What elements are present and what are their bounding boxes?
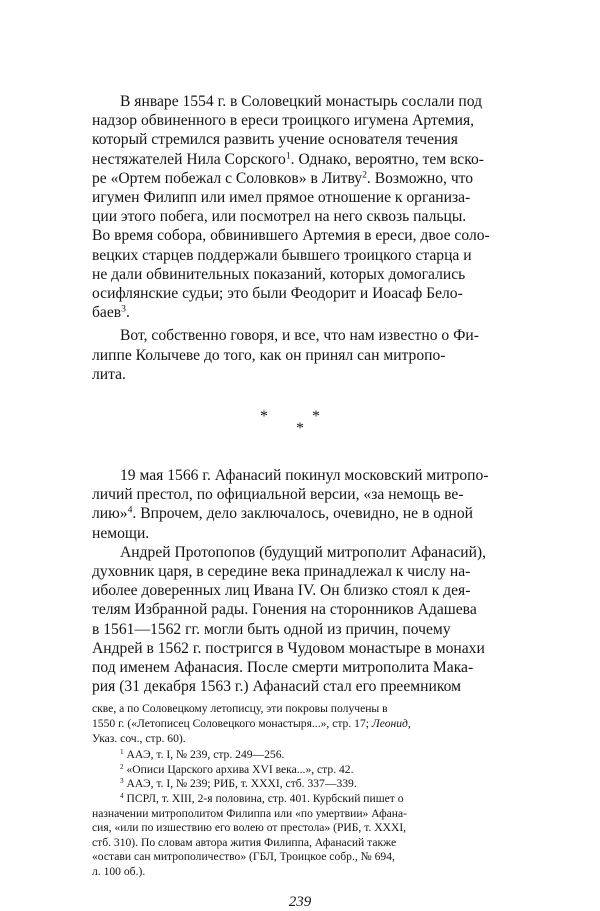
text-line: иболее доверенных лиц Ивана IV. Он близко стоял к дея-: [92, 582, 471, 600]
text-line: ре «Ортем побежал с Соловков» в Литву$^2$. Возможно, что: [92, 169, 474, 187]
text-line: не дали обвинительных показаний, которых домогались: [92, 265, 466, 283]
text-line: надзор обвиненного в ереси троицкого игумена Артемия,: [92, 112, 475, 130]
text-line: немощи.: [92, 524, 150, 542]
footnote-1: $^1$ ААЭ, т. I, № 239, стр. 249—256.: [120, 748, 285, 762]
footnote-ref: 4: [127, 505, 133, 517]
footnote-line: сия, «или по изшествию его волею от престола» (РИБ, т. XXXI,: [92, 821, 407, 835]
footnote-3: $^3$ ААЭ, т. I, № 239; РИБ, т. XXXI, стб. 337—339.: [120, 777, 357, 791]
footnote-4: $^4$ ПСРЛ, т. XIII, 2-я половина, стр. 401. Курбский пишет о: [120, 792, 404, 805]
text-line: лита.: [92, 365, 126, 383]
footnote-2: $^2$ «Описи Царского архива XVI века...», стр. 42.: [120, 762, 354, 776]
footnote-line: 1550 г. («Летописец Соловецкого монастыря...», стр. 17; Леонид,: [92, 717, 411, 730]
text-line: в 1561—1562 гг. могли быть одной из причин, почему: [92, 620, 451, 638]
text-line: Вот, собственно говоря, и все, что нам известно о Фи-: [120, 327, 479, 345]
footnote-ref: 1: [285, 150, 291, 162]
text-line: рия (31 декабря 1563 г.) Афанасий стал его преемником: [92, 678, 461, 696]
footnote-line: Указ. соч., стр. 60).: [92, 731, 186, 745]
text-line: баев$^3$.: [92, 303, 130, 322]
footnote-ref: 3: [121, 303, 126, 315]
text-line: духовник царя, в середине века принадлежал к числу на-: [92, 563, 471, 580]
text-line: В январе 1554 г. в Соловецкий монастырь сослали под: [120, 93, 483, 110]
section-separator: *: [296, 420, 304, 437]
text-line: под именем Афанасия. После смерти митрополита Мака-: [92, 659, 474, 676]
footnote-line: л. 100 об.).: [92, 865, 146, 878]
footnote-line: стб. 310). По словам автора жития Филиппа, Афанасий также: [92, 835, 397, 849]
text-line: лию»$^4$. Впрочем, дело заключалось, очевидно, не в одной: [92, 505, 474, 523]
footnote-line: назначении митрополитом Филиппа или «по умертвии» Афана-: [92, 806, 408, 820]
text-line: игумен Филипп или имел прямое отношение к организа-: [92, 189, 471, 206]
section-separator: * *: [260, 408, 340, 425]
footnote-ref: 2: [362, 169, 367, 181]
text-line: вецких старцев поддержали бывшего троицкого старца и: [92, 246, 472, 264]
text-line: липпе Колычеве до того, как он принял сан митропо-: [92, 346, 446, 364]
text-line: Андрей Протопопов (будущий митрополит Афанасий),: [120, 543, 487, 561]
text-line: телям Избранной рады. Гонения на сторонников Адашева: [92, 601, 477, 619]
text-line: Во время собора, обвинившего Артемия в ереси, двое соло-: [92, 227, 490, 245]
text-line: 19 мая 1566 г. Афанасий покинул московский митропо-: [120, 467, 489, 484]
text-line: осифлянские судьи; это были Феодорит и Иоасаф Бело-: [92, 285, 463, 302]
text-line: который стремился развить учение основателя течения: [92, 131, 458, 149]
text-line: ции этого побега, или посмотрел на него сквозь пальцы.: [92, 208, 467, 226]
text-line: нестяжателей Нила Сорского$^1$. Однако, вероятно, тем вско-: [92, 150, 484, 168]
page-number: 239: [288, 893, 312, 910]
text-line: Андрей в 1562 г. постригся в Чудовом монастыре в монахи: [92, 639, 485, 657]
text-line: личий престол, по официальной версии, «за немощь ве-: [92, 486, 464, 504]
footnote-line: скве, а по Соловецкому летописцу, эти покровы получены в: [92, 702, 388, 716]
footnote-line: «остави сан митрополичество» (ГБЛ, Троицкое собр., № 694,: [92, 850, 395, 864]
